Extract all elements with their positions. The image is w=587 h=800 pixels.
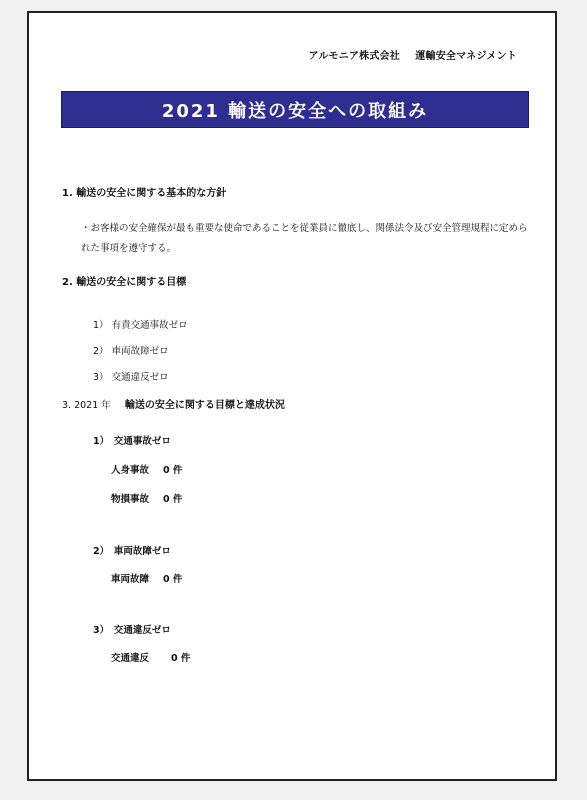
document-header [309,47,517,62]
result-value: 0 件 [163,494,183,505]
company-name: アルモニア株式会社 [308,51,400,62]
goal-item: 3） 交通違反ゼロ [93,372,169,383]
goal-item: 1） 有責交通事故ゼロ [93,320,188,331]
result-group-title: 1） 交通事故ゼロ [93,436,171,447]
title-banner [61,91,529,128]
result-value: 0 件 [163,574,183,585]
section3-heading-prefix: 3. 2021 年 [62,400,111,411]
section3-heading [62,396,285,411]
result-label: 物損事故 [111,494,150,505]
result-group-title: 3） 交通違反ゼロ [93,625,171,636]
result-label: 人身事故 [111,465,150,476]
result-row [111,571,182,585]
result-row [111,491,182,505]
section1-text: ・お客様の安全確保が最も重要な使命であることを従業員に徹底し、関係法令及び安全管理規程に定められた事項を遵守する。 [81,223,528,254]
result-label: 交通違反 [111,653,150,664]
goal-item: 2） 車両故障ゼロ [93,346,169,357]
result-row [111,650,190,664]
result-value: 0 件 [163,465,183,476]
result-label: 車両故障 [111,574,150,585]
department-name: 運輸安全マネジメント [415,51,517,62]
result-row [111,462,182,476]
page-title: 2021 輸送の安全への取組み [161,100,429,122]
section2-heading: 2. 輸送の安全に関する目標 [62,277,187,288]
result-value: 0 件 [171,653,191,664]
section1-heading: 1. 輸送の安全に関する基本的な方針 [62,188,227,199]
document-page [27,11,557,781]
section3-heading-text: 輸送の安全に関する目標と達成状況 [124,400,285,411]
result-group-title: 2） 車両故障ゼロ [93,546,171,557]
